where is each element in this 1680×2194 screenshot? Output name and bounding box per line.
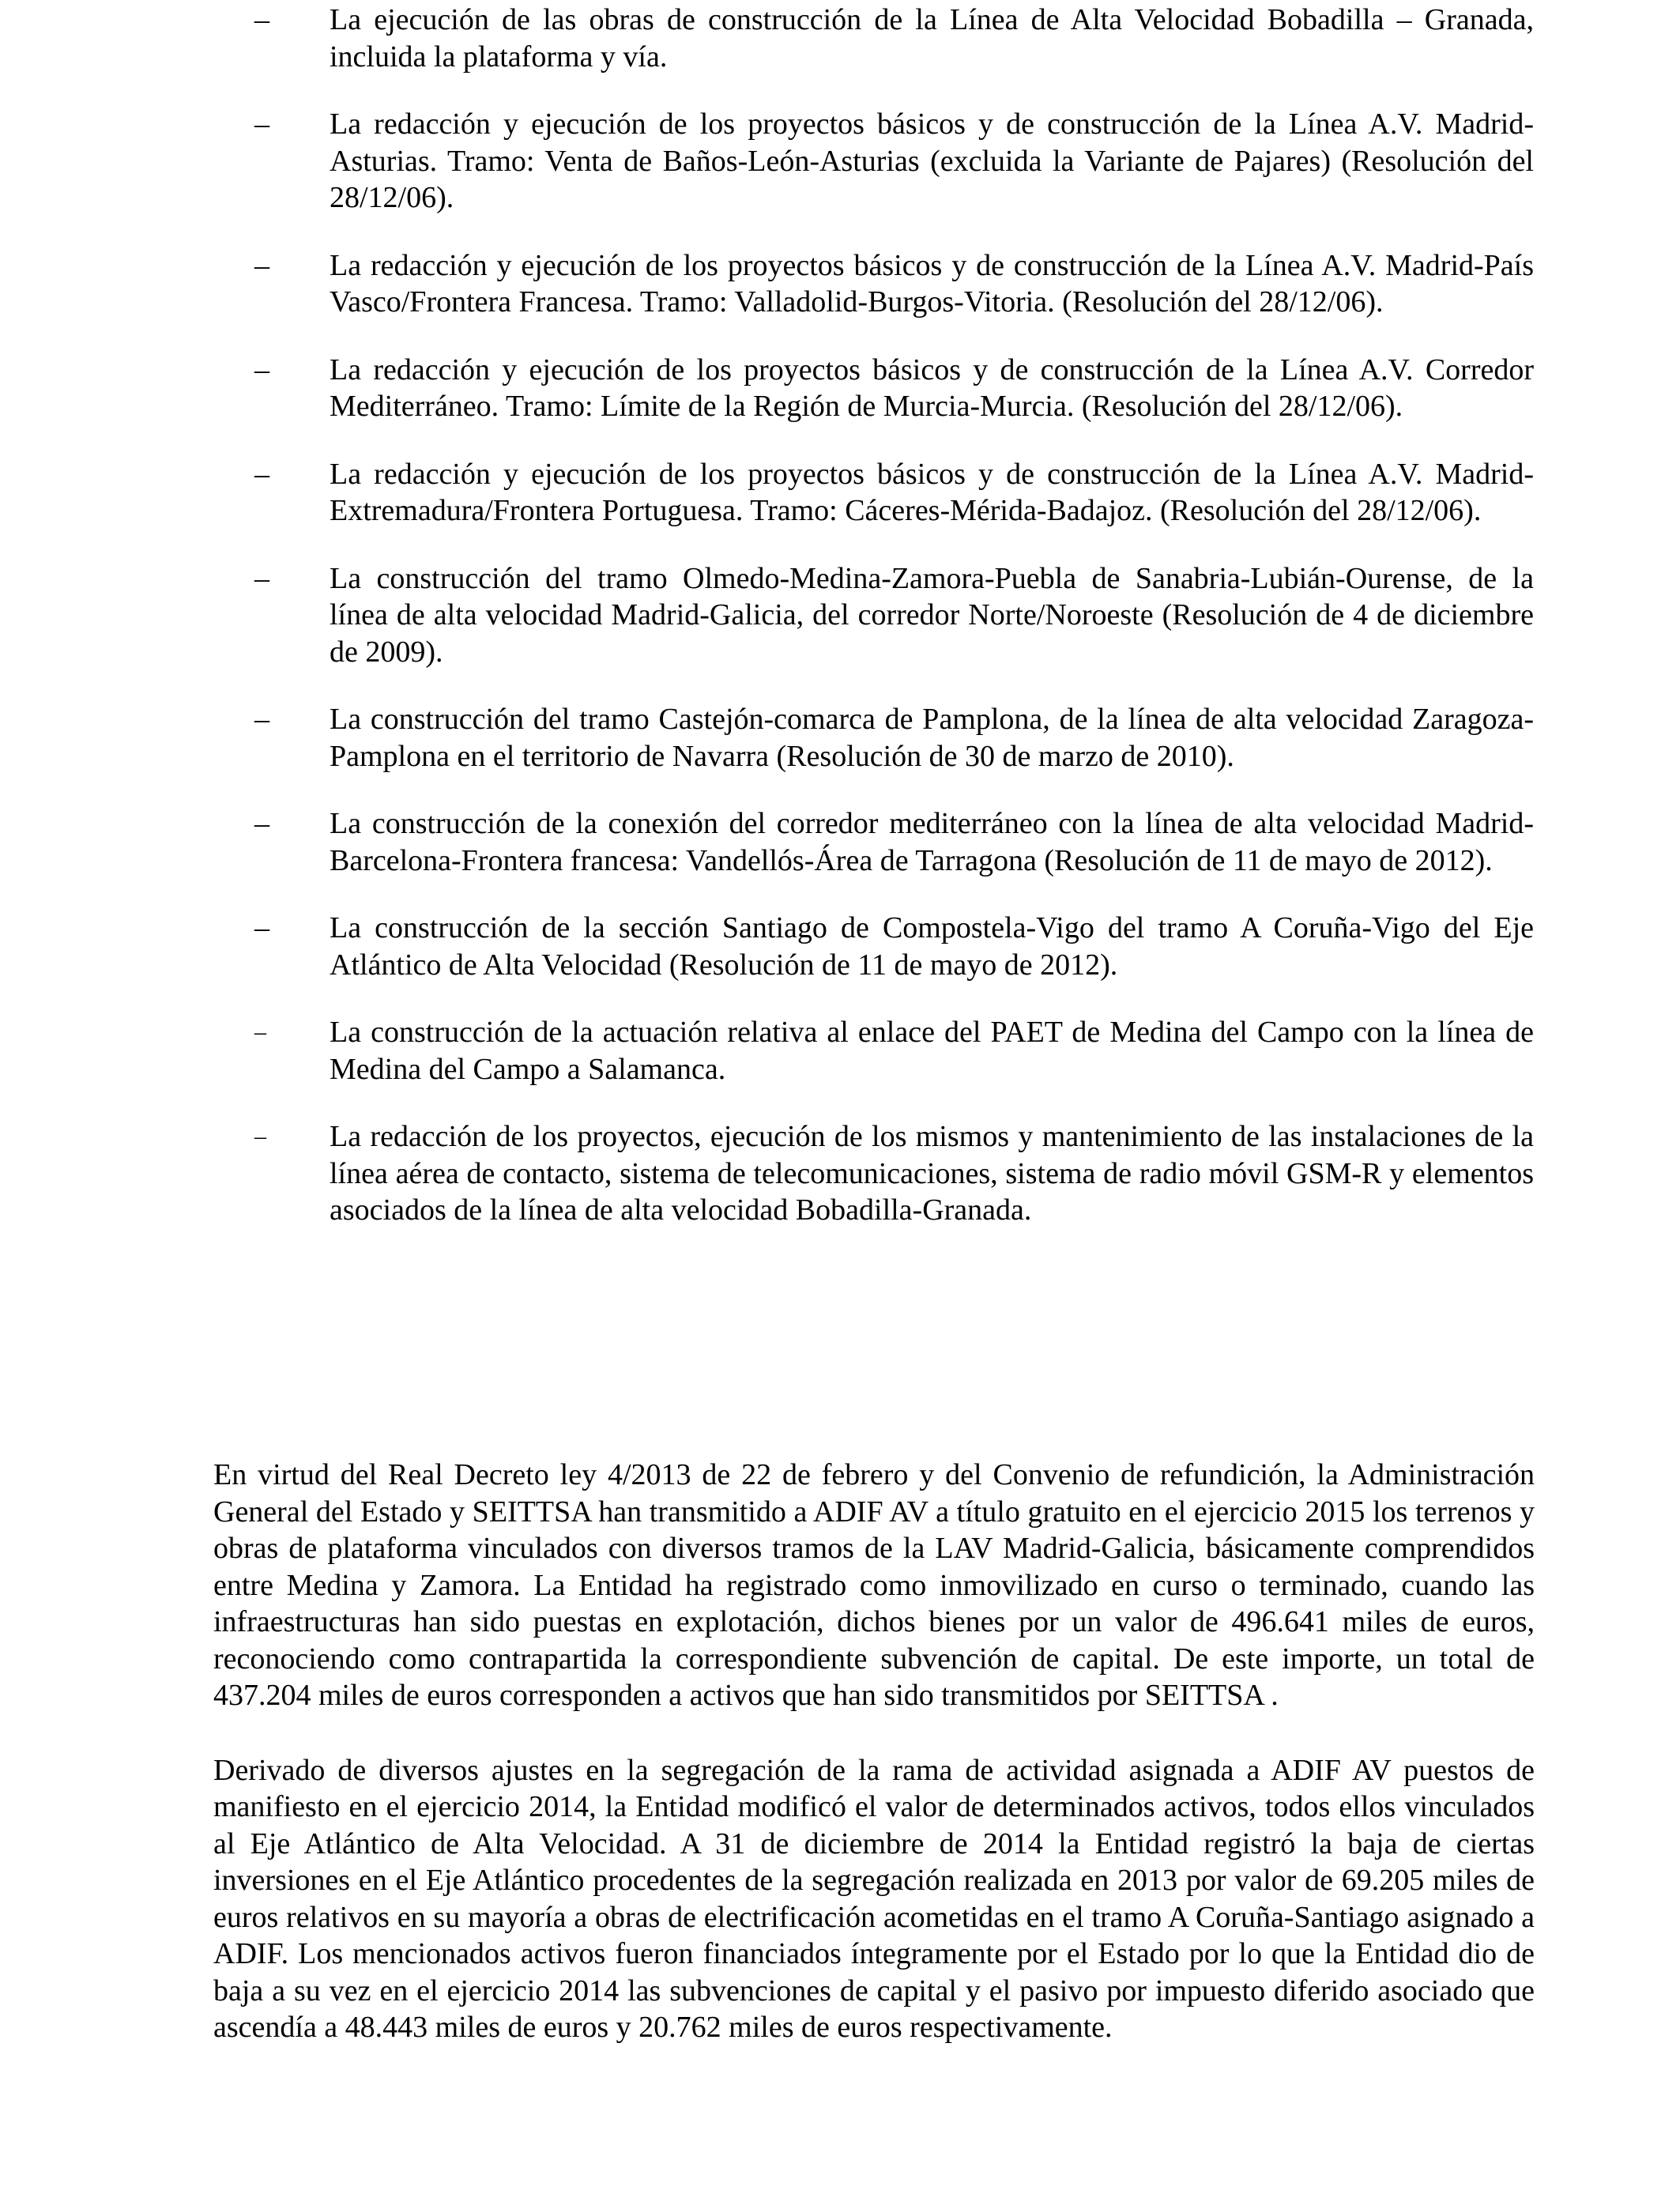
dash-bullet: –	[254, 1123, 266, 1149]
list-item-text: La redacción y ejecución de los proyectos básicos y de construcción de la Línea A.V. Madrid-Extremadura/Frontera Portuguesa. Tramo: Cáceres-Mérida-Badajoz. (Resolución del 28/12/06).	[330, 457, 1534, 527]
dash-bullet: –	[254, 561, 269, 595]
list-item-text: La construcción de la sección Santiago de Compostela-Vigo del tramo A Coruña-Vigo del Eje Atlántico de Alta Velocidad (Resolución de 11 de mayo de 2012).	[330, 911, 1534, 982]
dash-bullet: –	[254, 248, 269, 282]
list-item-text: La redacción de los proyectos, ejecución de los mismos y mantenimiento de las instalaciones de la línea aérea de contacto, sistema de telecomunicaciones, sistema de radio móvil GSM-R y elementos asociados de la línea de alta velocidad Bobadilla-Granada.	[330, 1120, 1534, 1227]
list-item-text: La construcción de la actuación relativa al enlace del PAET de Medina del Campo con la línea de Medina del Campo a Salamanca.	[330, 1016, 1534, 1086]
list-item	[0, 456, 1680, 530]
list-item	[0, 910, 1680, 983]
list-item	[0, 701, 1680, 775]
list-item	[0, 1118, 1680, 1229]
list-item-text: La construcción de la conexión del corredor mediterráneo con la línea de alta velocidad Madrid-Barcelona-Frontera francesa: Vandellós-Área de Tarragona (Resolución de 11 de mayo de 2012).	[330, 807, 1534, 877]
list-item	[0, 1014, 1680, 1088]
list-item	[0, 560, 1680, 671]
dash-bullet: –	[254, 807, 269, 840]
list-item-text: La redacción y ejecución de los proyectos básicos y de construcción de la Línea A.V. Madrid-País Vasco/Frontera Francesa. Tramo: Valladolid-Burgos-Vitoria. (Resolución del 28/12/06).	[330, 248, 1534, 319]
body-paragraphs	[213, 1457, 1535, 2084]
dash-bullet: –	[254, 107, 269, 141]
list-item-text: La construcción del tramo Castejón-comarca de Pamplona, de la línea de alta velocidad Zaragoza-Pamplona en el territorio de Navarra (Resolución de 30 de marzo de 2010).	[330, 703, 1534, 773]
list-item	[0, 352, 1680, 425]
list-item-text: La ejecución de las obras de construcción de la Línea de Alta Velocidad Bobadilla – Granada, incluida la plataforma y vía.	[330, 3, 1534, 74]
list-item	[0, 805, 1680, 879]
list-item-text: La redacción y ejecución de los proyectos básicos y de construcción de la Línea A.V. Corredor Mediterráneo. Tramo: Límite de la Región de Murcia-Murcia. (Resolución del 28/12/06).	[330, 352, 1534, 423]
list-item	[0, 106, 1680, 217]
dash-bullet: –	[254, 352, 269, 386]
list-item-text: La construcción del tramo Olmedo-Medina-Zamora-Puebla de Sanabria-Lubián-Ourense, de la línea de alta velocidad Madrid-Galicia, del corredor Norte/Noroeste (Resolución de 4 de diciembre de 2009).	[330, 561, 1534, 669]
paragraph: En virtud del Real Decreto ley 4/2013 de 22 de febrero y del Convenio de refundición, la Administración General del Estado y SEITTSA han transmitido a ADIF AV a título gratuito en el ejercicio 2015 los terrenos y obras de plataforma vinculados con diversos tramos de la LAV Madrid-Galicia, básicamente comprendidos entre Medina y Zamora. La Entidad ha registrado como inmovilizado en curso o terminado, cuando las infraestructuras han sido puestas en explotación, dichos bienes por un valor de 496.641 miles de euros, reconociendo como contrapartida la correspondiente subvención de capital. De este importe, un total de 437.204 miles de euros corresponden a activos que han sido transmitidos por SEITTSA .	[213, 1458, 1535, 1712]
dash-bullet: –	[254, 703, 269, 736]
dash-bullet: –	[254, 457, 269, 491]
list-item	[0, 247, 1680, 321]
dash-bullet: –	[254, 1019, 266, 1045]
paragraph: Derivado de diversos ajustes en la segregación de la rama de actividad asignada a ADIF AV puestos de manifiesto en el ejercicio 2014, la Entidad modificó el valor de determinados activos, todos ellos vinculados al Eje Atlántico de Alta Velocidad. A 31 de diciembre de 2014 la Entidad registró la baja de ciertas inversiones en el Eje Atlántico procedentes de la segregación realizada en 2013 por valor de 69.205 miles de euros relativos en su mayoría a obras de electrificación acometidas en el tramo A Coruña-Santiago asignado a ADIF. Los mencionados activos fueron financiados íntegramente por el Estado por lo que la Entidad dio de baja a su vez en el ejercicio 2014 las subvenciones de capital y el pasivo por impuesto diferido asociado que ascendía a 48.443 miles de euros y 20.762 miles de euros respectivamente.	[213, 1753, 1535, 2044]
bullet-list	[0, 2, 1680, 1260]
list-item	[0, 2, 1680, 75]
dash-bullet: –	[254, 3, 269, 36]
dash-bullet: –	[254, 911, 269, 944]
list-item-text: La redacción y ejecución de los proyectos básicos y de construcción de la Línea A.V. Madrid-Asturias. Tramo: Venta de Baños-León-Asturias (excluida la Variante de Pajares) (Resolución del 28/12/06).	[330, 107, 1534, 214]
